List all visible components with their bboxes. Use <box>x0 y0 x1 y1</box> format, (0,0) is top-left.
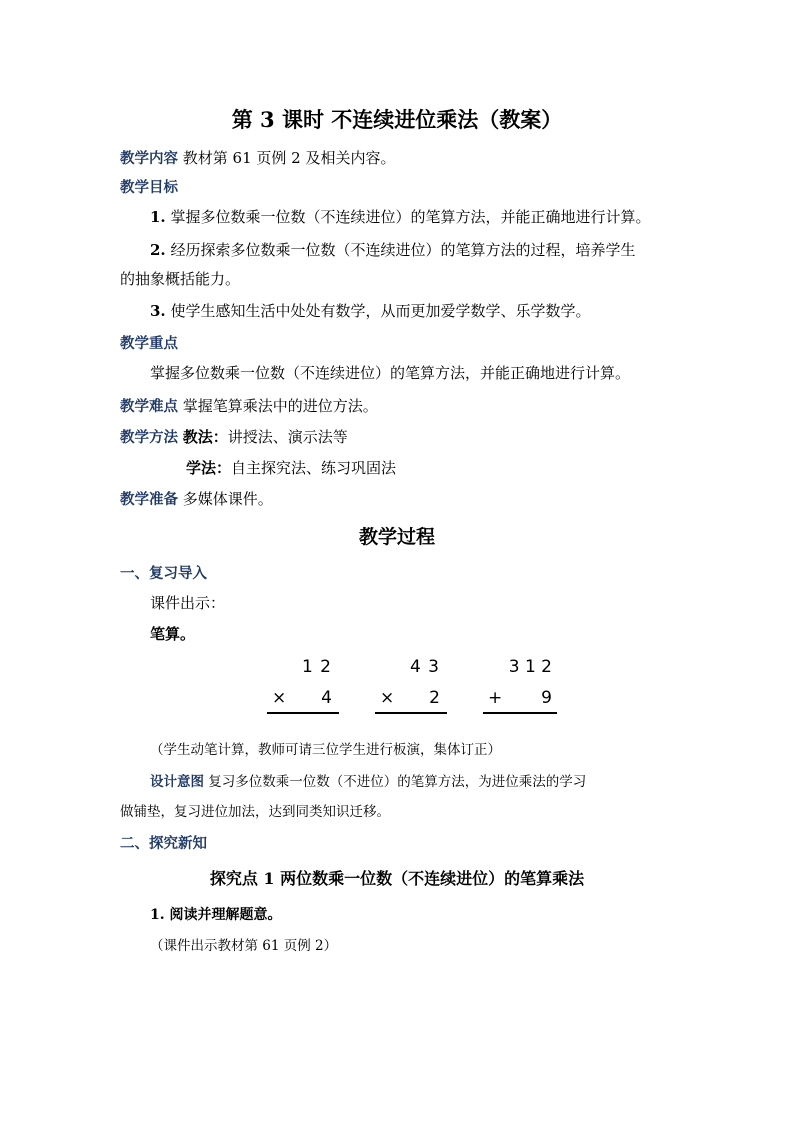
part1-intro: 课件出示： <box>150 594 226 612</box>
goal-item-3 <box>150 300 590 321</box>
goal-number: 2. <box>150 241 166 259</box>
part1-task: 笔算。 <box>150 625 196 643</box>
learn-row <box>186 457 396 478</box>
teach-text: 讲授法、演示法等 <box>227 428 348 446</box>
content-text: 教材第 61 页例 2 及相关内容。 <box>178 149 396 167</box>
part2-label: 二、探究新知 <box>120 836 207 852</box>
calc-3-operator: + <box>488 688 503 708</box>
goal-item-1 <box>150 206 650 227</box>
difficulty-text: 掌握笔算乘法中的进位方法。 <box>178 397 378 415</box>
preparation-text: 多媒体课件。 <box>178 490 273 508</box>
difficulty-row <box>120 395 378 416</box>
learn-text: 自主探究法、练习巩固法 <box>231 459 397 477</box>
preparation-label: 教学准备 <box>120 492 178 508</box>
content-row <box>120 147 395 168</box>
part1-note: （学生动笔计算，教师可请三位学生进行板演，集体订正） <box>150 742 501 758</box>
explore-point-title: 探究点 1 两位数乘一位数（不连续进位）的笔算乘法 <box>209 869 585 888</box>
goals-label: 教学目标 <box>120 180 178 196</box>
calc-3-rule <box>483 712 557 714</box>
goal-item-2-cont: 的抽象概括能力。 <box>120 270 241 288</box>
key-point-text: 掌握多位数乘一位数（不连续进位）的笔算方法，并能正确地进行计算。 <box>150 364 631 382</box>
calc-1-top: 1 2 <box>301 657 332 677</box>
goal-number: 1. <box>150 208 166 226</box>
part1-label: 一、复习导入 <box>120 566 207 582</box>
calc-3-bottom: 9 <box>541 688 552 708</box>
content-label: 教学内容 <box>120 151 178 167</box>
goal-text: 经历探索多位数乘一位数（不连续进位）的笔算方法的过程，培养学生 <box>170 241 636 259</box>
calc-1-operator: × <box>272 688 287 708</box>
teach-label: 教法： <box>182 428 228 446</box>
calc-2-bottom: 2 <box>429 688 440 708</box>
design-intent-label: 设计意图 <box>150 774 204 790</box>
page-title: 第 3 课时 不连续进位乘法（教案） <box>231 107 563 132</box>
calc-2-top: 4 3 <box>409 657 440 677</box>
design-intent-row <box>150 770 586 790</box>
preparation-row <box>120 488 273 509</box>
calc-2-rule <box>375 712 447 714</box>
method-label: 教学方法 <box>120 430 178 446</box>
calc-1-rule <box>267 712 339 714</box>
step-1-note: （课件出示教材第 61 页例 2） <box>150 938 338 954</box>
difficulty-label: 教学难点 <box>120 399 178 415</box>
key-point-label: 教学重点 <box>120 336 178 352</box>
design-intent-text: 复习多位数乘一位数（不进位）的笔算方法，为进位乘法的学习 <box>204 774 587 790</box>
learn-label: 学法： <box>186 459 232 477</box>
calc-2-operator: × <box>380 688 395 708</box>
goal-item-2 <box>150 239 635 260</box>
design-intent-cont: 做铺垫，复习进位加法，达到同类知识迁移。 <box>120 804 390 820</box>
step-1: 1. 阅读并理解题意。 <box>150 907 282 923</box>
process-title: 教学过程 <box>358 526 435 548</box>
goal-text: 使学生感知生活中处处有数学，从而更加爱学数学、乐学数学。 <box>170 302 591 320</box>
calc-1-bottom: 4 <box>321 688 332 708</box>
calc-3-top: 3 1 2 <box>508 657 552 677</box>
method-row <box>120 426 348 447</box>
goal-text: 掌握多位数乘一位数（不连续进位）的笔算方法，并能正确地进行计算。 <box>170 208 651 226</box>
goal-number: 3. <box>150 302 166 320</box>
